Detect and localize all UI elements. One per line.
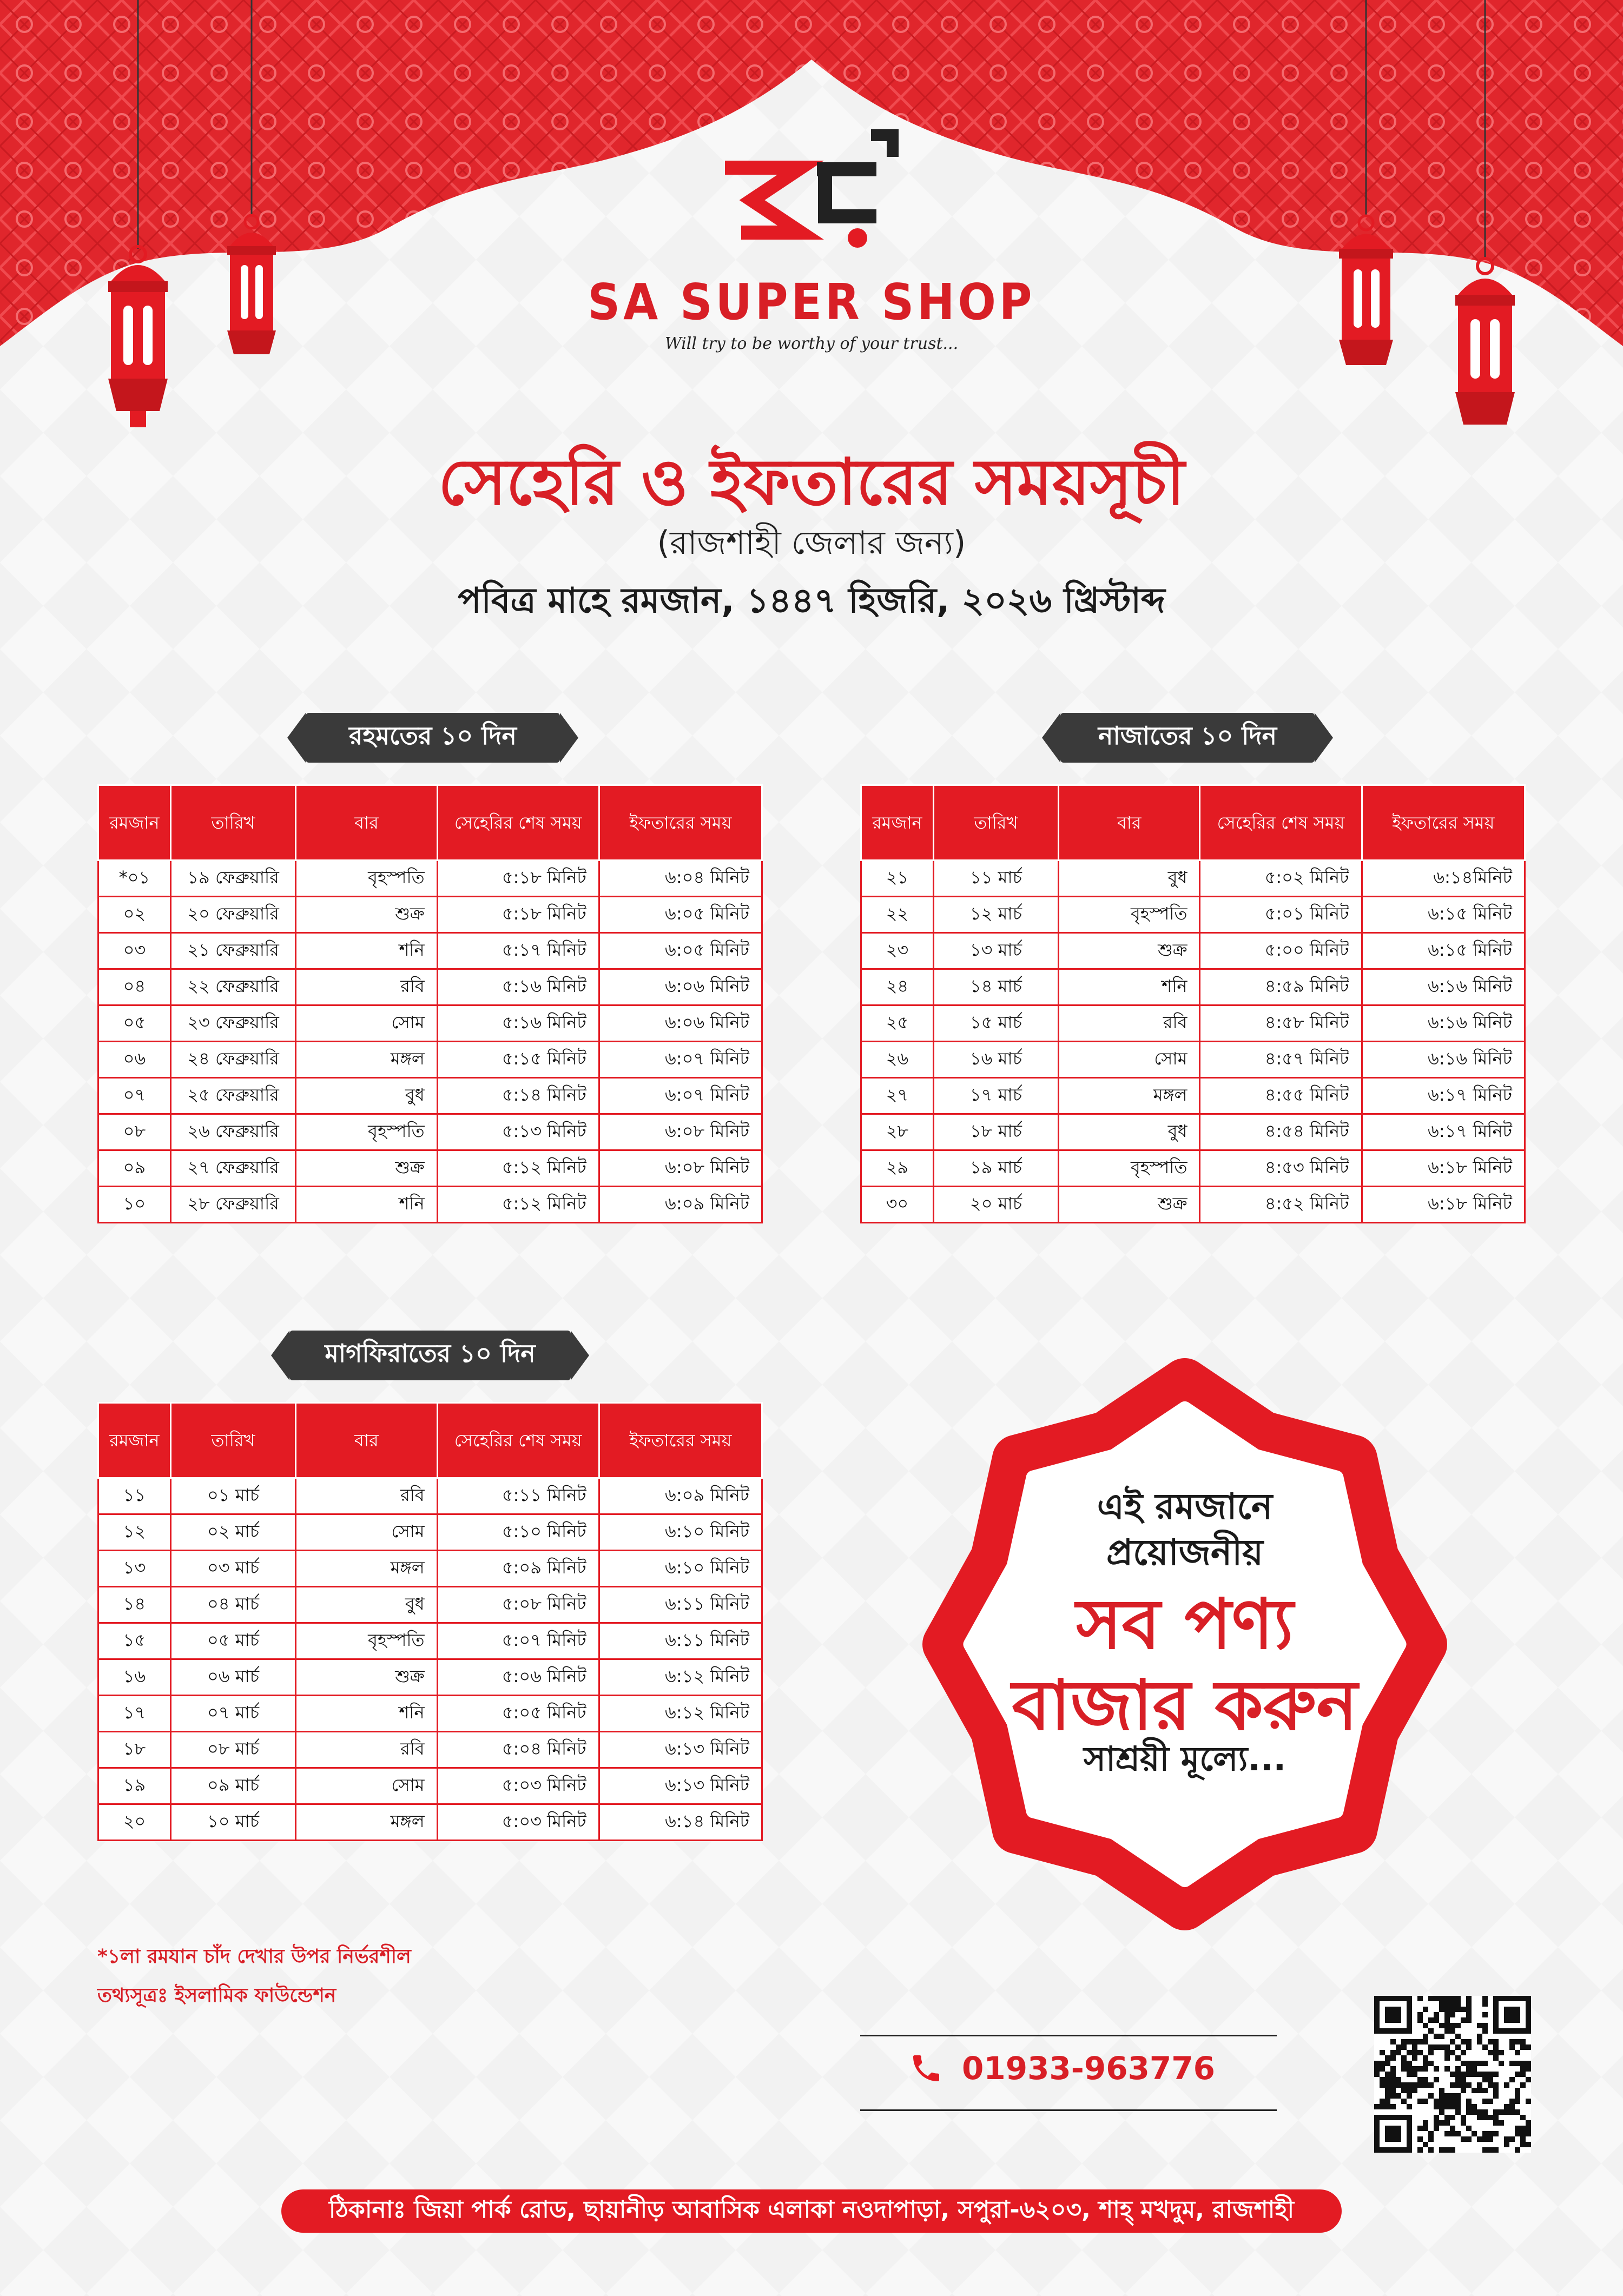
cell-iftar: ৬:০৮ মিনিট (599, 1150, 762, 1187)
cell-date: ২৩ ফেব্রুয়ারি (170, 1005, 295, 1042)
section-label-najat: নাজাতের ১০ দিন (1060, 713, 1315, 763)
table-row (98, 1696, 762, 1732)
cell-ramadan: ০৭ (98, 1078, 171, 1114)
table-header-row (861, 785, 1525, 861)
moon-note: *১লা রমযান চাঁদ দেখার উপর নির্ভরশীল (97, 1946, 411, 1968)
table-body (98, 1478, 762, 1841)
page-title: সেহেরি ও ইফতারের সময়সূচী (438, 445, 1185, 519)
cell-sehri: ৪:৫৫ মিনিট (1200, 1078, 1362, 1114)
cell-sehri: ৫:০২ মিনিট (1200, 861, 1362, 897)
cell-day: শুক্র (296, 1659, 437, 1696)
promo-line-4: বাজার করুন (1012, 1665, 1358, 1746)
col-header-day: বার (296, 1403, 437, 1478)
footer-address: ঠিকানাঃ জিয়া পার্ক রোড, ছায়ানীড় আবাসিক এলাকা নওদাপাড়া, সপুরা-৬২০৩, শাহ্ মখদুম, রাজশাহী (281, 2189, 1342, 2233)
table-row (98, 897, 762, 933)
col-header-ramadan: রমজান (98, 1403, 171, 1478)
col-header-sehri: সেহেরির শেষ সময় (1200, 785, 1362, 861)
phone-icon (909, 2051, 944, 2086)
cell-date: ১৫ মার্চ (933, 1005, 1058, 1042)
table-row (98, 1768, 762, 1804)
cell-iftar: ৬:০৫ মিনিট (599, 897, 762, 933)
phone-number: 01933-963776 (962, 2050, 1215, 2087)
cell-day: শনি (296, 1187, 437, 1223)
cell-iftar: ৬:১১ মিনিট (599, 1623, 762, 1659)
cell-date: ১৯ ফেব্রুয়ারি (170, 861, 295, 897)
cell-date: ০২ মার্চ (170, 1514, 295, 1551)
cell-iftar: ৬:০৫ মিনিট (599, 933, 762, 969)
cell-day: বুধ (296, 1078, 437, 1114)
cell-iftar: ৬:০৯ মিনিট (599, 1478, 762, 1514)
cell-sehri: ৫:০৩ মিনিট (437, 1804, 599, 1841)
cell-sehri: ৫:০৬ মিনিট (437, 1659, 599, 1696)
cell-date: ১৬ মার্চ (933, 1042, 1058, 1078)
cell-iftar: ৬:১৬ মিনিট (1362, 1042, 1525, 1078)
table-row (98, 1514, 762, 1551)
col-header-iftar: ইফতারের সময় (599, 1403, 762, 1478)
cell-ramadan: ২১ (861, 861, 934, 897)
table-row (861, 897, 1525, 933)
divider (860, 2035, 1277, 2036)
table-row (98, 1623, 762, 1659)
cell-day: বুধ (1059, 861, 1200, 897)
col-header-day: বার (296, 785, 437, 861)
cell-date: ২৫ ফেব্রুয়ারি (170, 1078, 295, 1114)
cell-iftar: ৬:০৬ মিনিট (599, 1005, 762, 1042)
table-row (98, 933, 762, 969)
lantern-icon (216, 0, 287, 368)
cell-iftar: ৬:১৩ মিনিট (599, 1732, 762, 1768)
cell-iftar: ৬:০৯ মিনিট (599, 1187, 762, 1223)
cell-sehri: ৫:১৮ মিনিট (437, 897, 599, 933)
cell-date: ২০ ফেব্রুয়ারি (170, 897, 295, 933)
cell-date: ১০ মার্চ (170, 1804, 295, 1841)
cell-ramadan: ০৩ (98, 933, 171, 969)
cell-sehri: ৫:১১ মিনিট (437, 1478, 599, 1514)
cell-ramadan: ২৮ (861, 1114, 934, 1150)
table-body (98, 861, 762, 1223)
schedule-table-najat (860, 784, 1526, 1223)
cell-day: বৃহস্পতি (1059, 897, 1200, 933)
cell-iftar: ৬:১০ মিনিট (599, 1514, 762, 1551)
cell-ramadan: ৩০ (861, 1187, 934, 1223)
cell-day: মঙ্গল (296, 1042, 437, 1078)
cell-sehri: ৫:১০ মিনিট (437, 1514, 599, 1551)
cell-ramadan: ১৪ (98, 1587, 171, 1623)
cell-day: বুধ (296, 1587, 437, 1623)
cell-ramadan: ২৫ (861, 1005, 934, 1042)
cell-day: শনি (296, 1696, 437, 1732)
cell-sehri: ৫:০১ মিনিট (1200, 897, 1362, 933)
cell-ramadan: ১২ (98, 1514, 171, 1551)
cell-iftar: ৬:১০ মিনিট (599, 1551, 762, 1587)
table-row (98, 1659, 762, 1696)
cell-iftar: ৬:০৮ মিনিট (599, 1114, 762, 1150)
cell-sehri: ৪:৫৩ মিনিট (1200, 1150, 1362, 1187)
cell-date: ০৩ মার্চ (170, 1551, 295, 1587)
cell-iftar: ৬:০৬ মিনিট (599, 969, 762, 1005)
cell-sehri: ৫:০৪ মিনিট (437, 1732, 599, 1768)
cell-day: শুক্র (296, 1150, 437, 1187)
table-row (98, 1732, 762, 1768)
cell-ramadan: ১০ (98, 1187, 171, 1223)
table-row (98, 861, 762, 897)
cell-ramadan: ১৬ (98, 1659, 171, 1696)
cell-date: ২২ ফেব্রুয়ারি (170, 969, 295, 1005)
cell-ramadan: ১৭ (98, 1696, 171, 1732)
section-label-rahmat: রহমতের ১০ দিন (306, 713, 560, 763)
table-header-row (98, 785, 762, 861)
cell-date: ১৭ মার্চ (933, 1078, 1058, 1114)
table-row (861, 1078, 1525, 1114)
brand-logo-icon (720, 124, 903, 254)
promo-line-3: সব পণ্য (1076, 1584, 1294, 1665)
table-row (98, 1078, 762, 1114)
source-note: তথ্যসূত্রঃ ইসলামিক ফাউন্ডেশন (97, 1984, 337, 2007)
cell-iftar: ৬:১৭ মিনিট (1362, 1078, 1525, 1114)
cell-date: ২৪ ফেব্রুয়ারি (170, 1042, 295, 1078)
brand-name: SA SUPER SHOP (588, 273, 1035, 331)
table-row (98, 1187, 762, 1223)
cell-ramadan: ১৩ (98, 1551, 171, 1587)
cell-sehri: ৫:১৪ মিনিট (437, 1078, 599, 1114)
table-row (98, 969, 762, 1005)
cell-date: ২১ ফেব্রুয়ারি (170, 933, 295, 969)
cell-sehri: ৫:০৯ মিনিট (437, 1551, 599, 1587)
qr-code-icon[interactable] (1374, 1996, 1531, 2153)
cell-sehri: ৪:৫৭ মিনিট (1200, 1042, 1362, 1078)
cell-day: মঙ্গল (296, 1804, 437, 1841)
cell-ramadan: ০৫ (98, 1005, 171, 1042)
col-header-day: বার (1059, 785, 1200, 861)
cell-sehri: ৫:১৬ মিনিট (437, 1005, 599, 1042)
cell-iftar: ৬:০৭ মিনিট (599, 1042, 762, 1078)
table-row (98, 1005, 762, 1042)
cell-day: মঙ্গল (1059, 1078, 1200, 1114)
cell-iftar: ৬:১৮ মিনিট (1362, 1150, 1525, 1187)
table-body (861, 861, 1525, 1223)
cell-day: সোম (296, 1768, 437, 1804)
cell-sehri: ৫:১২ মিনিট (437, 1150, 599, 1187)
table-row (861, 1187, 1525, 1223)
table-row (98, 1114, 762, 1150)
table-row (98, 1478, 762, 1514)
promo-line-5: সাশ্রয়ী মূল্যে... (1083, 1739, 1286, 1778)
cell-day: সোম (296, 1005, 437, 1042)
cell-ramadan: ২৭ (861, 1078, 934, 1114)
cell-day: শুক্র (1059, 1187, 1200, 1223)
cell-day: শনি (296, 933, 437, 969)
cell-iftar: ৬:১৬ মিনিট (1362, 969, 1525, 1005)
table-row (861, 933, 1525, 969)
promo-line-1: এই রমজানে (1097, 1486, 1273, 1527)
cell-date: ২০ মার্চ (933, 1187, 1058, 1223)
cell-date: ১২ মার্চ (933, 897, 1058, 933)
lantern-icon (1325, 0, 1407, 373)
cell-ramadan: ১৮ (98, 1732, 171, 1768)
cell-sehri: ৪:৫৯ মিনিট (1200, 969, 1362, 1005)
cell-day: শুক্র (1059, 933, 1200, 969)
page-subtitle: (রাজশাহী জেলার জন্য) (657, 524, 966, 562)
cell-sehri: ৫:১৫ মিনিট (437, 1042, 599, 1078)
cell-day: সোম (296, 1514, 437, 1551)
table-row (98, 1804, 762, 1841)
cell-ramadan: ০২ (98, 897, 171, 933)
cell-date: ০১ মার্চ (170, 1478, 295, 1514)
table-row (98, 1551, 762, 1587)
cell-iftar: ৬:১৩ মিনিট (599, 1768, 762, 1804)
cell-ramadan: ১৫ (98, 1623, 171, 1659)
cell-ramadan: ২৩ (861, 933, 934, 969)
col-header-date: তারিখ (933, 785, 1058, 861)
cell-iftar: ৬:১৭ মিনিট (1362, 1114, 1525, 1150)
promo-line-2: প্রয়োজনীয় (1106, 1532, 1263, 1573)
cell-date: ২৭ ফেব্রুয়ারি (170, 1150, 295, 1187)
cell-day: বুধ (1059, 1114, 1200, 1150)
table-row (861, 1150, 1525, 1187)
table-row (98, 1042, 762, 1078)
cell-date: ০৮ মার্চ (170, 1732, 295, 1768)
cell-ramadan: ২০ (98, 1804, 171, 1841)
cell-sehri: ৫:১৬ মিনিট (437, 969, 599, 1005)
cell-sehri: ৫:০৫ মিনিট (437, 1696, 599, 1732)
table-header-row (98, 1403, 762, 1478)
cell-day: শুক্র (296, 897, 437, 933)
cell-iftar: ৬:১২ মিনিট (599, 1696, 762, 1732)
cell-date: ০৪ মার্চ (170, 1587, 295, 1623)
cell-iftar: ৬:১৫ মিনিট (1362, 933, 1525, 969)
cell-sehri: ৪:৫২ মিনিট (1200, 1187, 1362, 1223)
cell-day: মঙ্গল (296, 1551, 437, 1587)
cell-iftar: ৬:১৮ মিনিট (1362, 1187, 1525, 1223)
cell-sehri: ৫:১৮ মিনিট (437, 861, 599, 897)
cell-date: ১৩ মার্চ (933, 933, 1058, 969)
table-row (98, 1150, 762, 1187)
cell-sehri: ৫:০৮ মিনিট (437, 1587, 599, 1623)
cell-date: ০৯ মার্চ (170, 1768, 295, 1804)
cell-date: ১৯ মার্চ (933, 1150, 1058, 1187)
year-line: পবিত্র মাহে রমজান, ১৪৪৭ হিজরি, ২০২৬ খ্রিস্টাব্দ (458, 581, 1165, 621)
col-header-sehri: সেহেরির শেষ সময় (437, 785, 599, 861)
cell-sehri: ৫:১৩ মিনিট (437, 1114, 599, 1150)
cell-ramadan: ০৮ (98, 1114, 171, 1150)
cell-day: রবি (296, 1732, 437, 1768)
cell-sehri: ৫:০০ মিনিট (1200, 933, 1362, 969)
cell-sehri: ৪:৫৪ মিনিট (1200, 1114, 1362, 1150)
brand-tagline: Will try to be worthy of your trust... (664, 334, 959, 353)
schedule-table-rahmat (97, 784, 763, 1223)
cell-ramadan: *০১ (98, 861, 171, 897)
cell-iftar: ৬:১৬ মিনিট (1362, 1005, 1525, 1042)
cell-day: বৃহস্পতি (296, 861, 437, 897)
cell-date: ০৫ মার্চ (170, 1623, 295, 1659)
table-row (861, 1114, 1525, 1150)
cell-ramadan: ১৯ (98, 1768, 171, 1804)
col-header-date: তারিখ (170, 785, 295, 861)
table-row (861, 1042, 1525, 1078)
cell-ramadan: ২২ (861, 897, 934, 933)
cell-ramadan: ০৬ (98, 1042, 171, 1078)
col-header-ramadan: রমজান (98, 785, 171, 861)
schedule-table-magfirat (97, 1402, 763, 1841)
cell-date: ১৪ মার্চ (933, 969, 1058, 1005)
cell-iftar: ৬:১২ মিনিট (599, 1659, 762, 1696)
cell-iftar: ৬:১৪মিনিট (1362, 861, 1525, 897)
cell-day: রবি (1059, 1005, 1200, 1042)
cell-date: ০৬ মার্চ (170, 1659, 295, 1696)
cell-ramadan: ০৪ (98, 969, 171, 1005)
cell-sehri: ৫:১২ মিনিট (437, 1187, 599, 1223)
divider (860, 2109, 1277, 2111)
cell-ramadan: ১১ (98, 1478, 171, 1514)
cell-iftar: ৬:১৪ মিনিট (599, 1804, 762, 1841)
cell-sehri: ৪:৫৮ মিনিট (1200, 1005, 1362, 1042)
col-header-iftar: ইফতারের সময় (1362, 785, 1525, 861)
cell-date: ২৬ ফেব্রুয়ারি (170, 1114, 295, 1150)
lantern-icon (92, 0, 184, 438)
cell-day: শনি (1059, 969, 1200, 1005)
cell-sehri: ৫:১৭ মিনিট (437, 933, 599, 969)
cell-day: বৃহস্পতি (296, 1623, 437, 1659)
col-header-date: তারিখ (170, 1403, 295, 1478)
cell-day: রবি (296, 1478, 437, 1514)
table-row (98, 1587, 762, 1623)
table-row (861, 969, 1525, 1005)
col-header-sehri: সেহেরির শেষ সময় (437, 1403, 599, 1478)
table-row (861, 861, 1525, 897)
cell-day: বৃহস্পতি (296, 1114, 437, 1150)
table-row (861, 1005, 1525, 1042)
col-header-ramadan: রমজান (861, 785, 934, 861)
section-label-magfirat: মাগফিরাতের ১০ দিন (289, 1331, 571, 1380)
cell-iftar: ৬:১১ মিনিট (599, 1587, 762, 1623)
cell-day: বৃহস্পতি (1059, 1150, 1200, 1187)
cell-date: ২৮ ফেব্রুয়ারি (170, 1187, 295, 1223)
cell-date: ১৮ মার্চ (933, 1114, 1058, 1150)
cell-date: ০৭ মার্চ (170, 1696, 295, 1732)
cell-ramadan: ২৯ (861, 1150, 934, 1187)
cell-iftar: ৬:১৫ মিনিট (1362, 897, 1525, 933)
cell-iftar: ৬:০৪ মিনিট (599, 861, 762, 897)
cell-ramadan: ০৯ (98, 1150, 171, 1187)
cell-ramadan: ২৬ (861, 1042, 934, 1078)
lantern-icon (1439, 0, 1531, 444)
cell-date: ১১ মার্চ (933, 861, 1058, 897)
phone-contact[interactable] (909, 2050, 1215, 2087)
cell-ramadan: ২৪ (861, 969, 934, 1005)
cell-day: সোম (1059, 1042, 1200, 1078)
col-header-iftar: ইফতারের সময় (599, 785, 762, 861)
cell-iftar: ৬:০৭ মিনিট (599, 1078, 762, 1114)
cell-day: রবি (296, 969, 437, 1005)
cell-sehri: ৫:০৩ মিনিট (437, 1768, 599, 1804)
cell-sehri: ৫:০৭ মিনিট (437, 1623, 599, 1659)
